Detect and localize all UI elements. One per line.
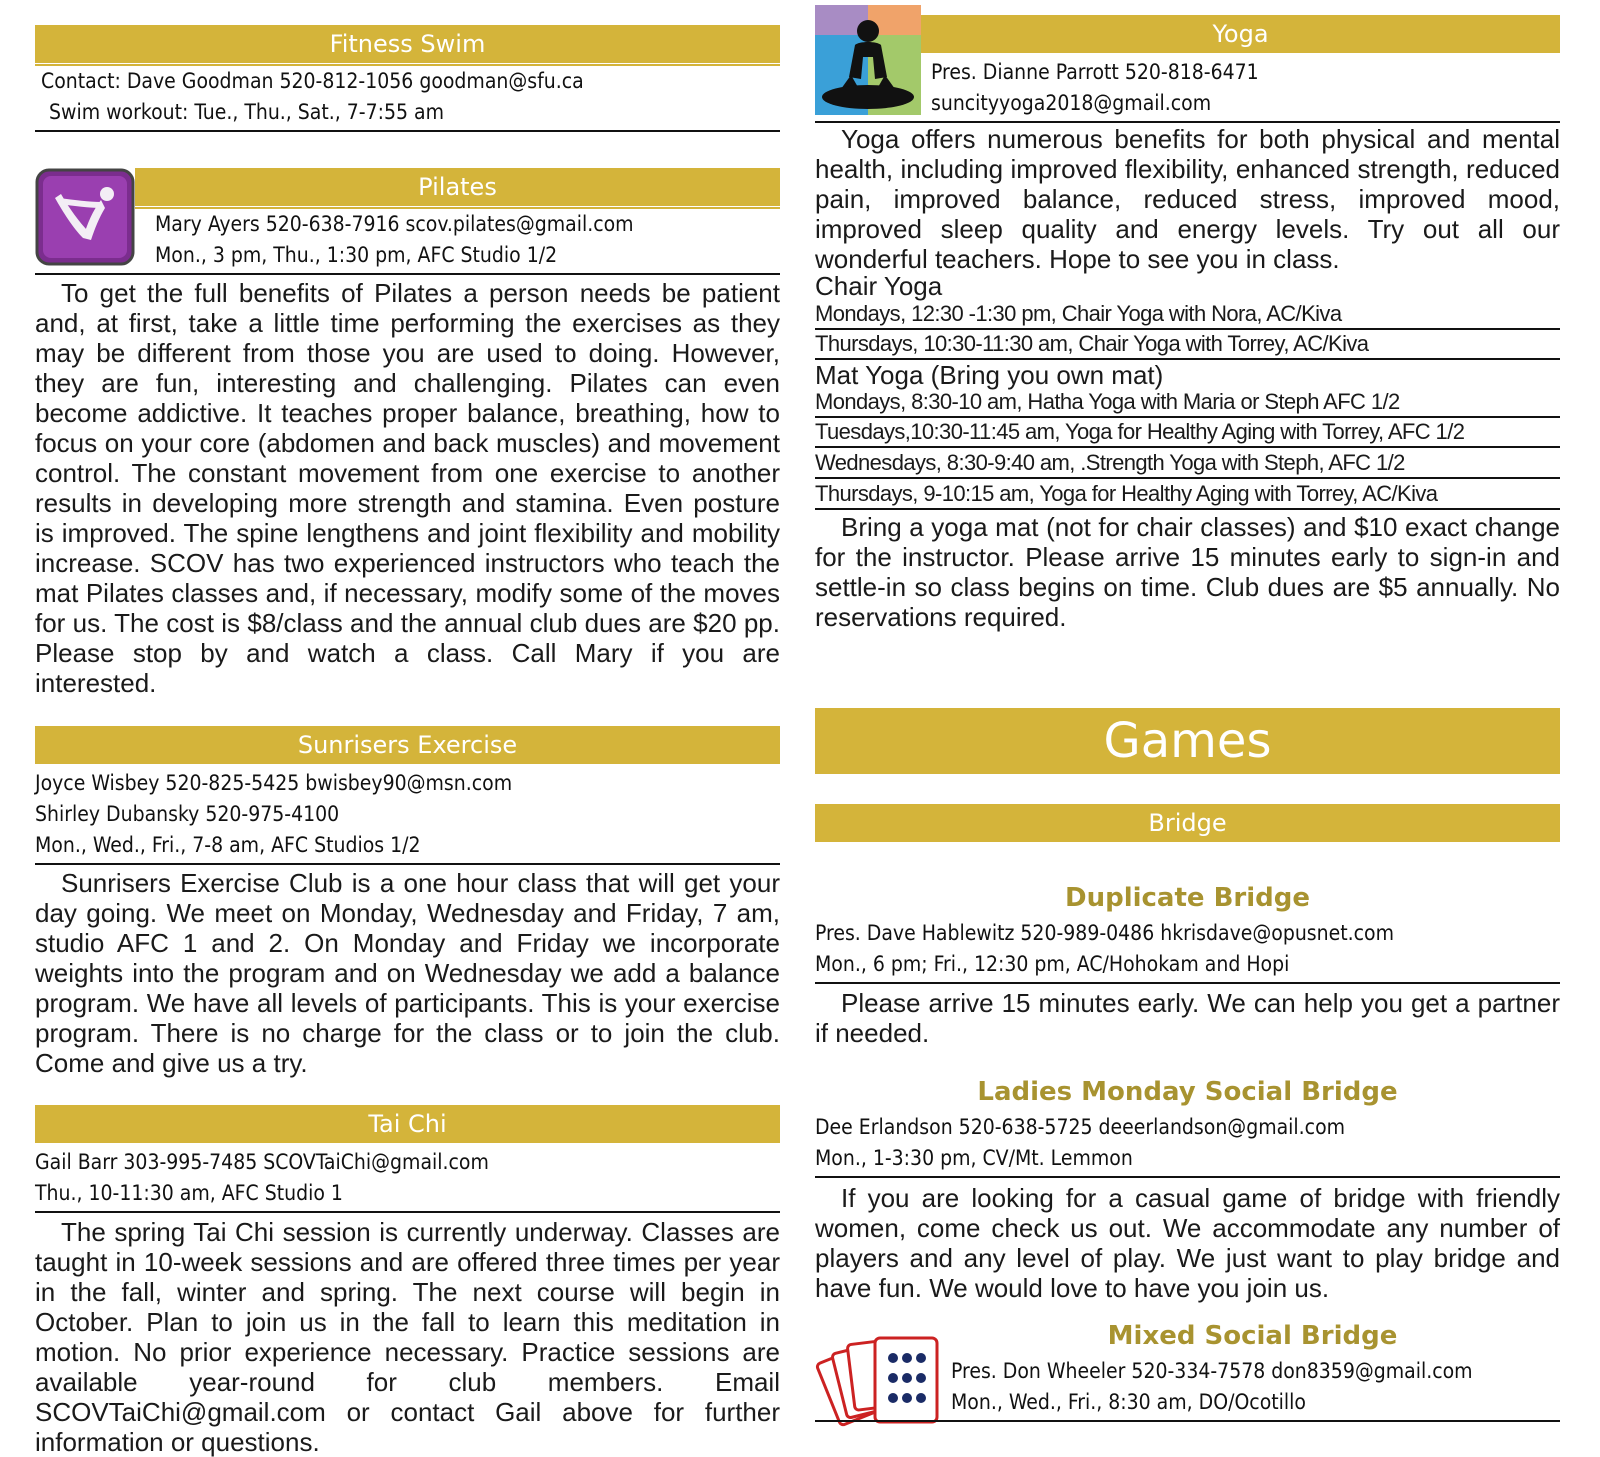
- pilates-banner: [135, 168, 780, 206]
- ladies-bridge-schedule: Mon., 1-3:30 pm, CV/Mt. Lemmon: [815, 1146, 1133, 1170]
- ladies-bridge-body: If you are looking for a casual game of bridge with friendly women, come check us out. We accommodate any number of players and any level of play. We just want to play bridge and have fun. We would love to have you join us.: [815, 1183, 1560, 1303]
- pilates-title: Pilates: [418, 173, 497, 201]
- fitness-swim-info: [35, 66, 780, 132]
- tai-chi-banner: [35, 1105, 780, 1143]
- chair-yoga-item-2: Thursdays, 10:30-11:30 am, Chair Yoga with Torrey, AC/Kiva: [815, 330, 1560, 360]
- sunrisers-info: [35, 768, 780, 865]
- mat-yoga-item-3: Wednesdays, 8:30-9:40 am, .Strength Yoga with Steph, AFC 1/2: [815, 449, 1560, 479]
- sunrisers-contact-1: Joyce Wisbey 520-825-5425 bwisbey90@msn.com: [35, 771, 513, 795]
- duplicate-bridge-schedule: Mon., 6 pm; Fri., 12:30 pm, AC/Hohokam and Hopi: [815, 952, 1290, 976]
- chair-yoga-item-1: Mondays, 12:30 -1:30 pm, Chair Yoga with Nora, AC/Kiva: [815, 300, 1560, 330]
- games-title: Games: [1103, 713, 1272, 769]
- mat-yoga-item-2: Tuesdays,10:30-11:45 am, Yoga for Healthy Aging with Torrey, AFC 1/2: [815, 418, 1560, 448]
- pilates-info: [35, 209, 780, 275]
- tai-chi-schedule: Thu., 10-11:30 am, AFC Studio 1: [35, 1181, 343, 1205]
- mixed-bridge-info: [815, 1356, 1560, 1422]
- games-banner: [815, 708, 1560, 774]
- sunrisers-body: Sunrisers Exercise Club is a one hour class that will get your day going. We meet on Monday, Wednesday and Friday, 7 am, studio AFC 1 and 2. On Monday and Friday we incorporate weights into the program and on Wednesday we add a balance program. We have all levels of participants. This is your exercise program. There is no charge for the class or to join the club. Come and give us a try.: [35, 868, 780, 1078]
- yoga-title: Yoga: [1212, 20, 1269, 48]
- bridge-banner: [815, 804, 1560, 842]
- fitness-swim-schedule: Swim workout: Tue., Thu., Sat., 7-7:55 am: [49, 100, 445, 124]
- ladies-bridge-info: [815, 1112, 1560, 1178]
- mixed-bridge-contact: Pres. Don Wheeler 520-334-7578 don8359@gmail.com: [951, 1359, 1473, 1383]
- yoga-closing: Bring a yoga mat (not for chair classes) and $10 exact change for the instructor. Please arrive 15 minutes early to sign-in and settle-in so class begins on time. Club dues are $5 annually. No reservations required.: [815, 512, 1560, 632]
- yoga-info: [815, 57, 1560, 123]
- fitness-swim-title: Fitness Swim: [329, 30, 486, 58]
- ladies-bridge-contact: Dee Erlandson 520-638-5725 deeerlandson@gmail.com: [815, 1115, 1346, 1139]
- fitness-swim-banner: [35, 25, 780, 63]
- tai-chi-title: Tai Chi: [368, 1110, 447, 1138]
- yoga-contact: Pres. Dianne Parrott 520-818-6471: [931, 60, 1259, 84]
- tai-chi-body: The spring Tai Chi session is currently underway. Classes are taught in 10-week sessions and are offered three times per year in the fall, winter and spring. The next course will begin in October. Plan to join us in the fall to learn this meditation in motion. No prior experience necessary. Practice sessions are available year-round for club members. Email SCOVTaiChi@gmail.com or contact Gail above for further information or questions.: [35, 1217, 780, 1457]
- duplicate-bridge-body: Please arrive 15 minutes early. We can help you get a partner if needed.: [815, 988, 1560, 1048]
- tai-chi-info: [35, 1147, 780, 1213]
- ladies-bridge-heading: Ladies Monday Social Bridge: [977, 1077, 1398, 1107]
- sunrisers-title: Sunrisers Exercise: [297, 731, 518, 759]
- sunrisers-contact-2: Shirley Dubansky 520-975-4100: [35, 802, 340, 826]
- duplicate-bridge-info: [815, 918, 1560, 984]
- pilates-schedule: Mon., 3 pm, Thu., 1:30 pm, AFC Studio 1/2: [155, 243, 558, 267]
- pilates-icon: [35, 168, 135, 266]
- tai-chi-contact: Gail Barr 303-995-7485 SCOVTaiChi@gmail.com: [35, 1150, 489, 1174]
- pilates-contact: Mary Ayers 520-638-7916 scov.pilates@gmail.com: [155, 212, 634, 236]
- fitness-swim-contact: Contact: Dave Goodman 520-812-1056 goodman@sfu.ca: [41, 69, 584, 93]
- mat-yoga-heading: Mat Yoga (Bring you own mat): [815, 360, 1164, 390]
- mixed-bridge-schedule: Mon., Wed., Fri., 8:30 am, DO/Ocotillo: [951, 1390, 1306, 1414]
- yoga-body: Yoga offers numerous benefits for both physical and mental health, including improved flexibility, enhanced strength, reduced pain, improved balance, reduced stress, improved mood, improved sleep quality and energy levels. Try out all our wonderful teachers. Hope to see you in class.: [815, 124, 1560, 274]
- mat-yoga-item-4: Thursdays, 9-10:15 am, Yoga for Healthy Aging with Torrey, AC/Kiva: [815, 480, 1560, 510]
- mixed-bridge-heading: Mixed Social Bridge: [1107, 1321, 1398, 1351]
- duplicate-bridge-contact: Pres. Dave Hablewitz 520-989-0486 hkrisdave@opusnet.com: [815, 921, 1394, 945]
- sunrisers-banner: [35, 726, 780, 764]
- yoga-icon: [815, 5, 921, 115]
- yoga-email: suncityyoga2018@gmail.com: [931, 91, 1212, 115]
- yoga-banner: [921, 15, 1560, 53]
- chair-yoga-heading: Chair Yoga: [815, 271, 943, 301]
- mat-yoga-item-1: Mondays, 8:30-10 am, Hatha Yoga with Maria or Steph AFC 1/2: [815, 388, 1560, 418]
- sunrisers-schedule: Mon., Wed., Fri., 7-8 am, AFC Studios 1/2: [35, 833, 421, 857]
- duplicate-bridge-heading: Duplicate Bridge: [1064, 883, 1310, 913]
- pilates-body: To get the full benefits of Pilates a person needs be patient and, at first, take a little time performing the exercises as they may be different from those you are used to doing. However, they are fun, interesting and challenging. Pilates can even become addictive. It teaches proper balance, breathing, how to focus on your core (abdomen and back muscles) and movement control. The constant movement from one exercise to another results in developing more strength and stamina. Even posture is improved. The spine lengthens and joint flexibility and mobility increase. SCOV has two experienced instructors who teach the mat Pilates classes and, if necessary, modify some of the moves for us. The cost is $8/class and the annual club dues are $20 pp. Please stop by and watch a class. Call Mary if you are interested.: [35, 278, 780, 698]
- bridge-title: Bridge: [1148, 809, 1227, 837]
